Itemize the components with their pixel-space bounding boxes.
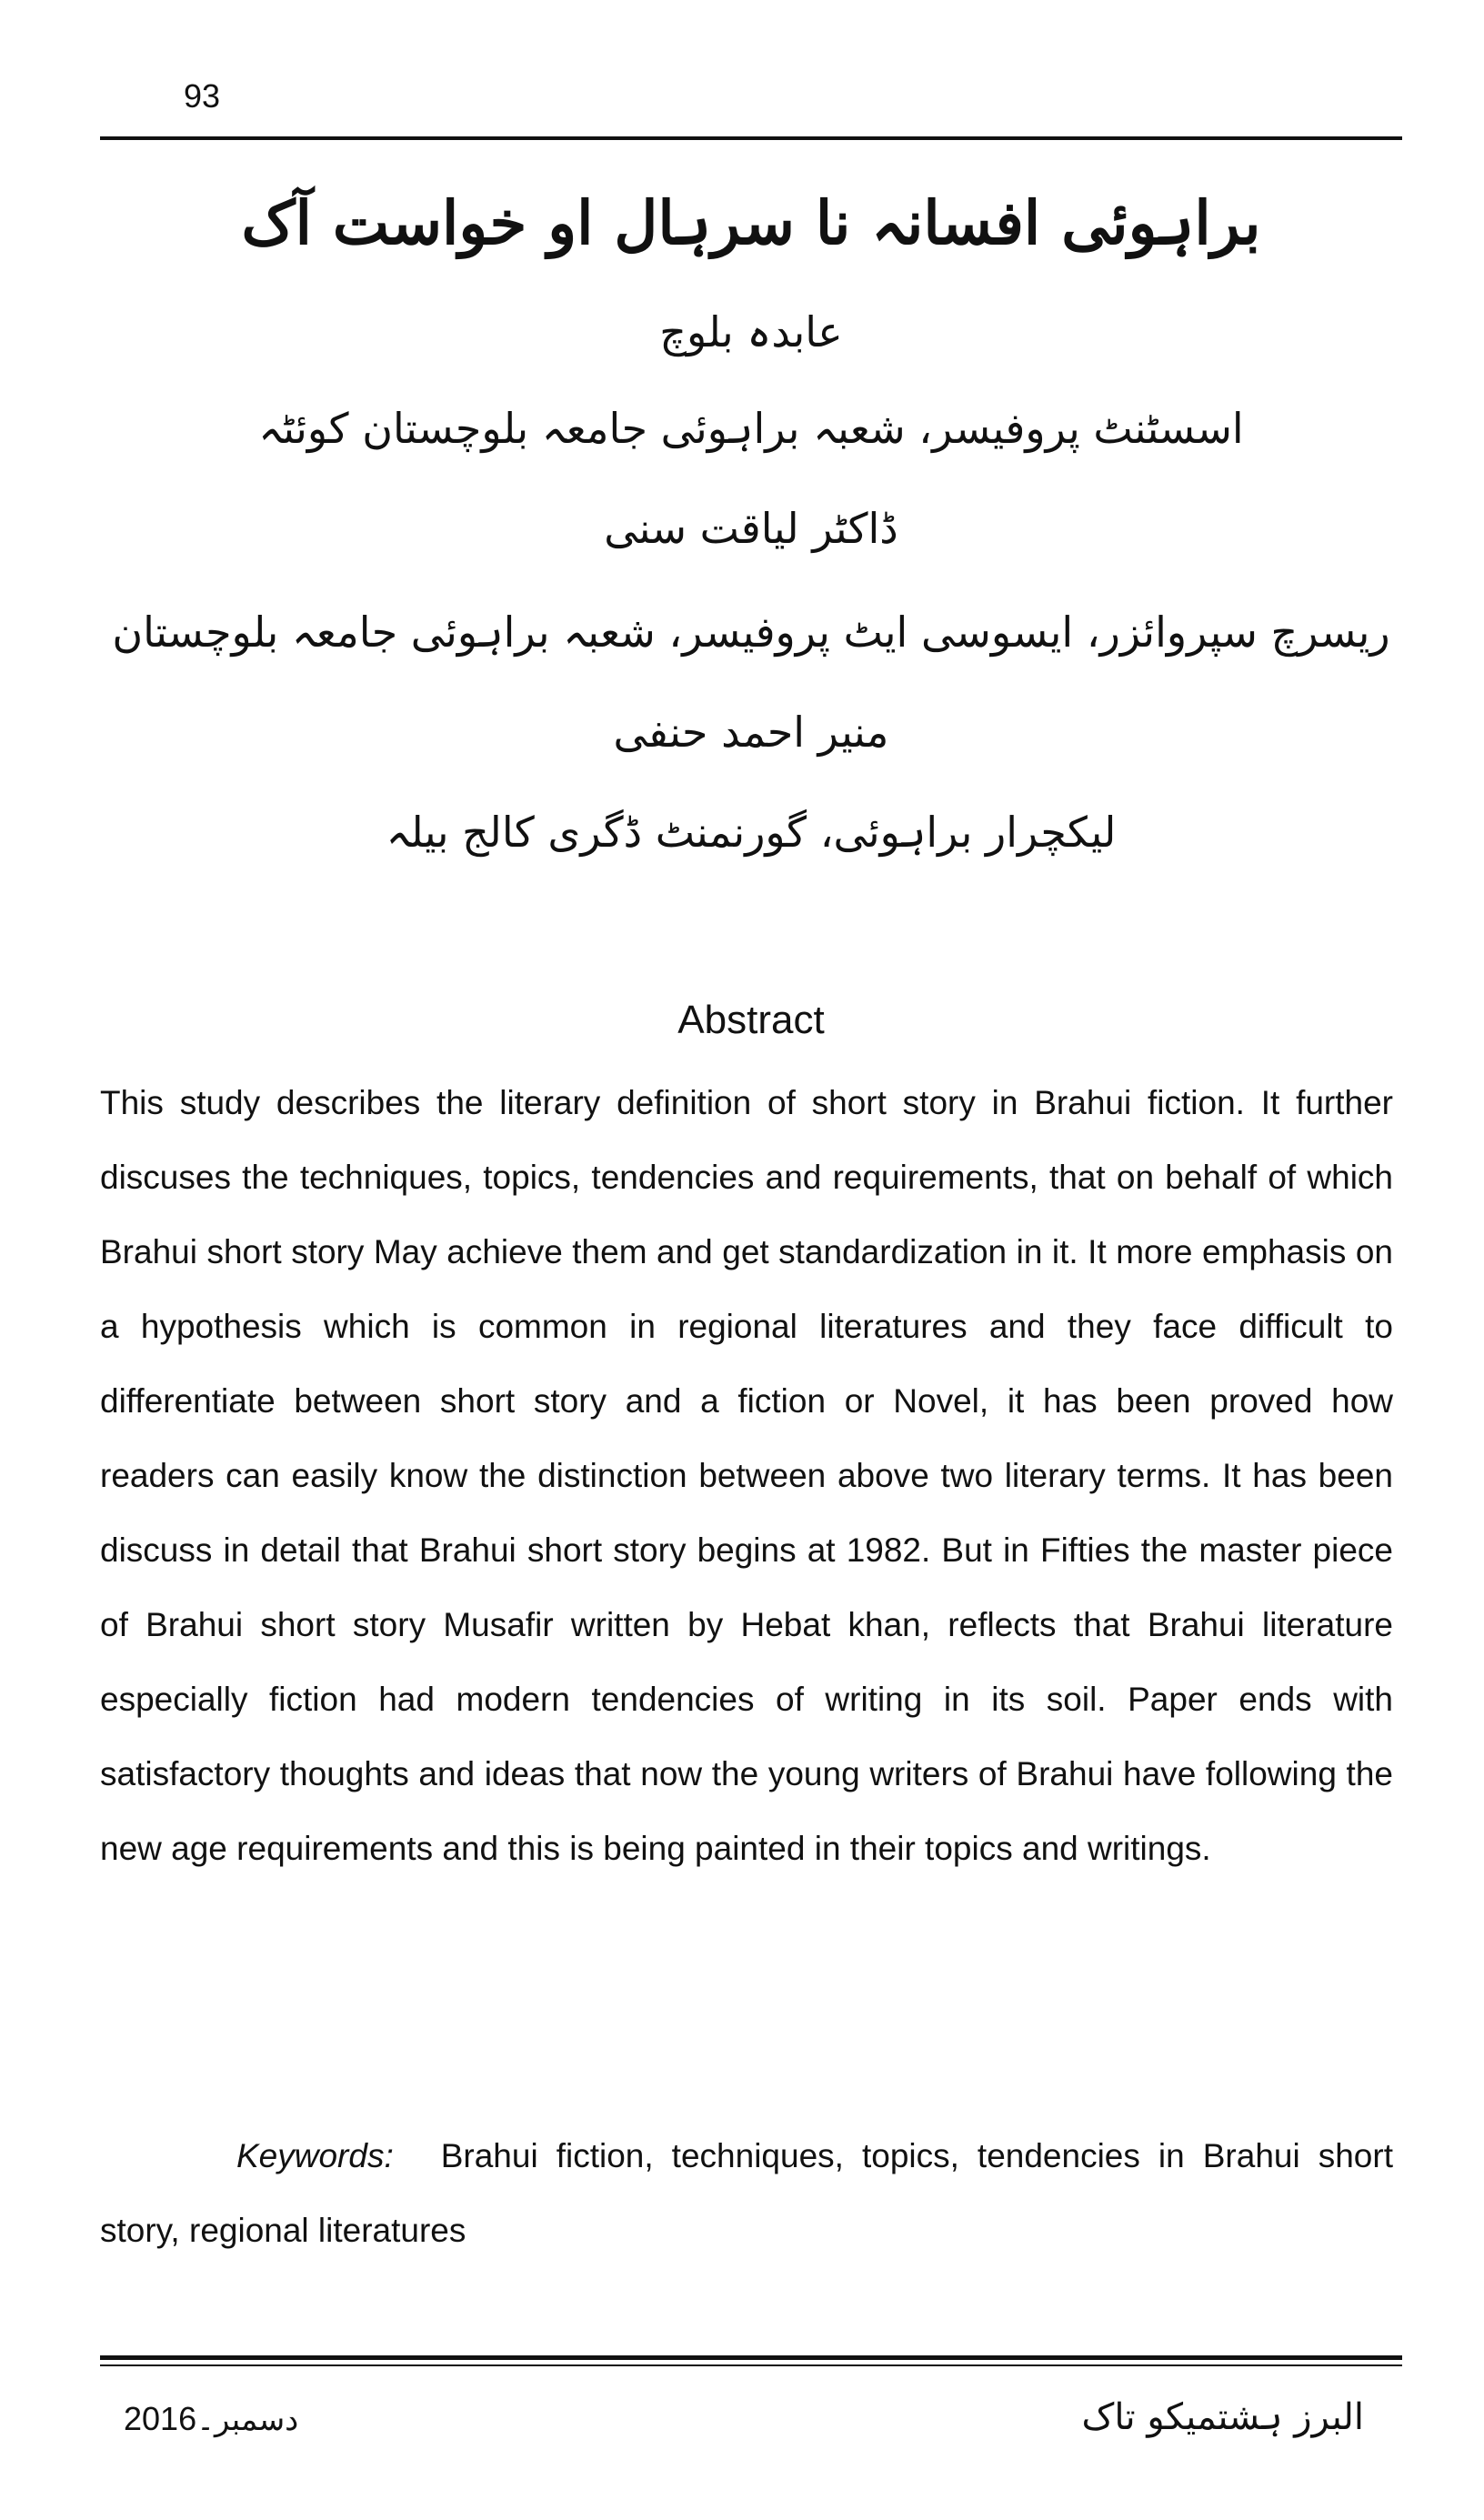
abstract-heading: Abstract xyxy=(677,998,825,1042)
footer-date xyxy=(124,2397,298,2442)
abstract-body: This study describes the literary definition of short story in Brahui fiction. It further discuses the techniques, topics, tendencies and requirements, that on behalf of which Brahui short story May achieve them and get standardization in it. It more emphasis on a hypothesis which is common in regional literatures and they face difficult to differentiate between short story and a fiction or Novel, it has been proved how readers can easily know the distinction between above two literary terms. It has been discuss in detail that Brahui short story begins at 1982. But in Fifties the master piece of Brahui short story Musafir written by Hebat khan, reflects that Brahui literature especially fiction had modern tendencies of writing in its soil. Paper ends with satisfactory thoughts and ideas that now the young writers of Brahui have following the new age requirements and this is being painted in their topics and writings. xyxy=(100,1084,1393,1867)
author-3-name: منیر احمد حنفی xyxy=(613,708,889,757)
footer-month: دسمبر۔ xyxy=(196,2402,299,2438)
author-2-name: ڈاکٹر لیاقت سنی xyxy=(604,504,898,553)
author-2-affiliation: ریسرچ سپروائزر، ایسوسی ایٹ پروفیسر، شعبہ براہوئی جامعہ بلوچستان xyxy=(112,607,1390,657)
footer-year: 2016 xyxy=(124,2400,197,2437)
author-1-affiliation: اسسٹنٹ پروفیسر، شعبہ براہوئی جامعہ بلوچستان کوئٹہ xyxy=(258,404,1244,453)
keywords-label: Keywords: xyxy=(236,2137,394,2174)
keywords-text: Brahui fiction, techniques, topics, tendencies in Brahui short story, regional literatures xyxy=(100,2137,1393,2249)
footer-journal-name: البرز ہشتمیکو تاک xyxy=(1081,2396,1364,2438)
author-3-affiliation: لیکچرار براہوئی، گورنمنٹ ڈگری کالج بیلہ xyxy=(386,808,1117,857)
footer-rule-thin xyxy=(100,2364,1402,2366)
header-rule xyxy=(100,136,1402,140)
footer-rule-thick xyxy=(100,2355,1402,2360)
keywords-paragraph xyxy=(100,2119,1393,2268)
page-number: 93 xyxy=(184,77,221,115)
author-1-name: عابدہ بلوچ xyxy=(659,307,843,356)
article-title: براہوئی افسانہ نا سرہال او خواست آک xyxy=(241,187,1261,258)
